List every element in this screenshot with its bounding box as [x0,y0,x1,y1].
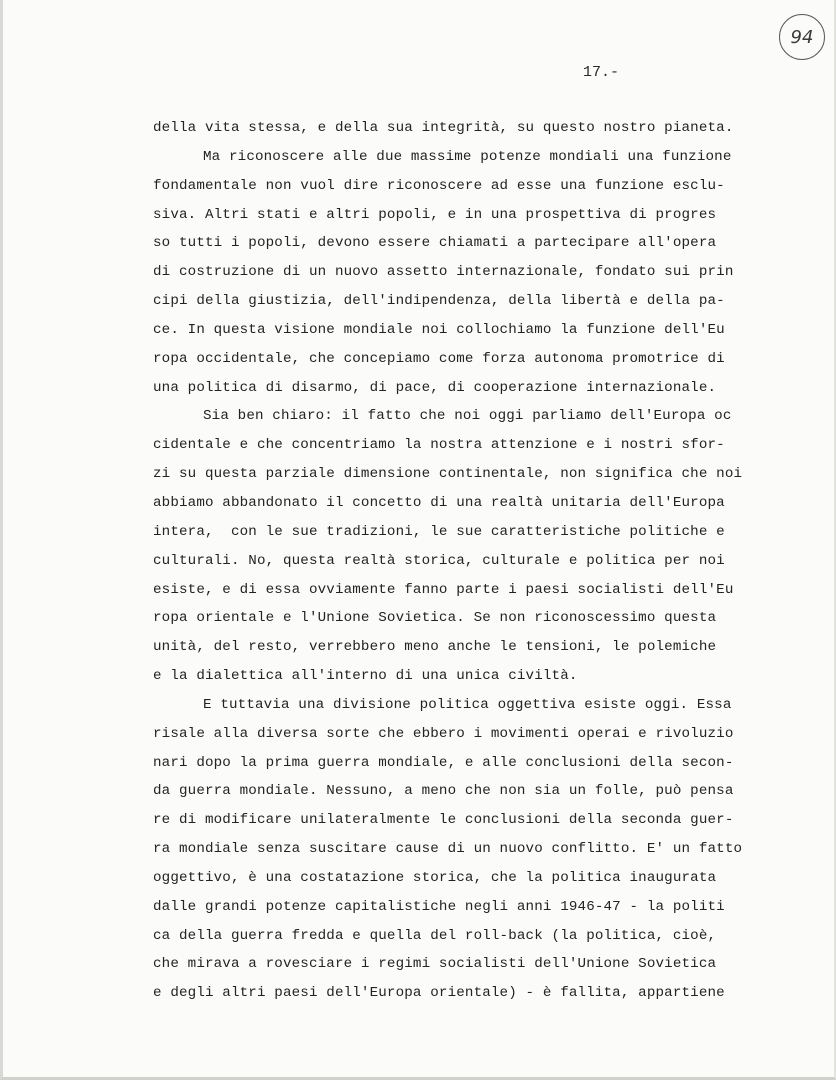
text-line: ropa occidentale, che concepiamo come forza autonoma promotrice di [153,350,725,367]
text-line: Sia ben chiaro: il fatto che noi oggi parliamo dell'Europa oc [203,408,732,425]
text-line: di costruzione di un nuovo assetto internazionale, fondato sui prin [153,264,734,281]
text-line: risale alla diversa sorte che ebbero i movimenti operai e rivoluzio [153,725,734,742]
page-number: 17.- [583,64,620,81]
body-text [153,114,836,1008]
text-line: cidentale e che concentriamo la nostra attenzione e i nostri sfor- [153,437,725,454]
text-line: ra mondiale senza suscitare cause di un nuovo conflitto. E' un fatto [153,841,743,858]
text-line: e la dialettica all'interno di una unica civiltà. [153,668,578,685]
archive-stamp: 94 [779,14,825,60]
text-line: che mirava a rovesciare i regimi socialisti dell'Unione Sovietica [153,956,717,973]
text-line: da guerra mondiale. Nessuno, a meno che non sia un folle, può pensa [153,783,734,800]
text-line: E tuttavia una divisione politica oggettiva esiste oggi. Essa [203,696,732,713]
text-line: ropa orientale e l'Unione Sovietica. Se non riconoscessimo questa [153,610,717,627]
text-line: Ma riconoscere alle due massime potenze mondiali una funzione [203,148,732,165]
text-line: esiste, e di essa ovviamente fanno parte i paesi socialisti dell'Eu [153,581,734,598]
text-line: fondamentale non vuol dire riconoscere ad esse una funzione esclu- [153,177,725,194]
text-line: intera, con le sue tradizioni, le sue caratteristiche politiche e [153,523,725,540]
text-line: abbiamo abbandonato il concetto di una realtà unitaria dell'Europa [153,494,725,511]
text-line: una politica di disarmo, di pace, di cooperazione internazionale. [153,379,717,396]
text-line: culturali. No, questa realtà storica, culturale e politica per noi [153,552,725,569]
text-line: e degli altri paesi dell'Europa orientale) - è fallita, appartiene [153,985,725,1002]
text-line: siva. Altri stati e altri popoli, e in una prospettiva di progres [153,206,717,223]
text-line: nari dopo la prima guerra mondiale, e alle conclusioni della secon- [153,754,734,771]
text-line: re di modificare unilateralmente le conclusioni della seconda guer- [153,812,734,829]
text-line: ce. In questa visione mondiale noi collochiamo la funzione dell'Eu [153,321,725,338]
text-line: so tutti i popoli, devono essere chiamati a partecipare all'opera [153,235,717,252]
text-line: dalle grandi potenze capitalistiche negli anni 1946-47 - la politi [153,898,725,915]
text-line: della vita stessa, e della sua integrità, su questo nostro pianeta. [153,120,734,136]
text-line: oggettivo, è una costatazione storica, che la politica inaugurata [153,869,717,886]
text-line: cipi della giustizia, dell'indipendenza, della libertà e della pa- [153,293,725,310]
text-line: zi su questa parziale dimensione continentale, non significa che noi [153,466,743,483]
text-line: unità, del resto, verrebbero meno anche le tensioni, le polemiche [153,639,717,656]
text-line: ca della guerra fredda e quella del roll-back (la politica, cioè, [153,927,717,944]
